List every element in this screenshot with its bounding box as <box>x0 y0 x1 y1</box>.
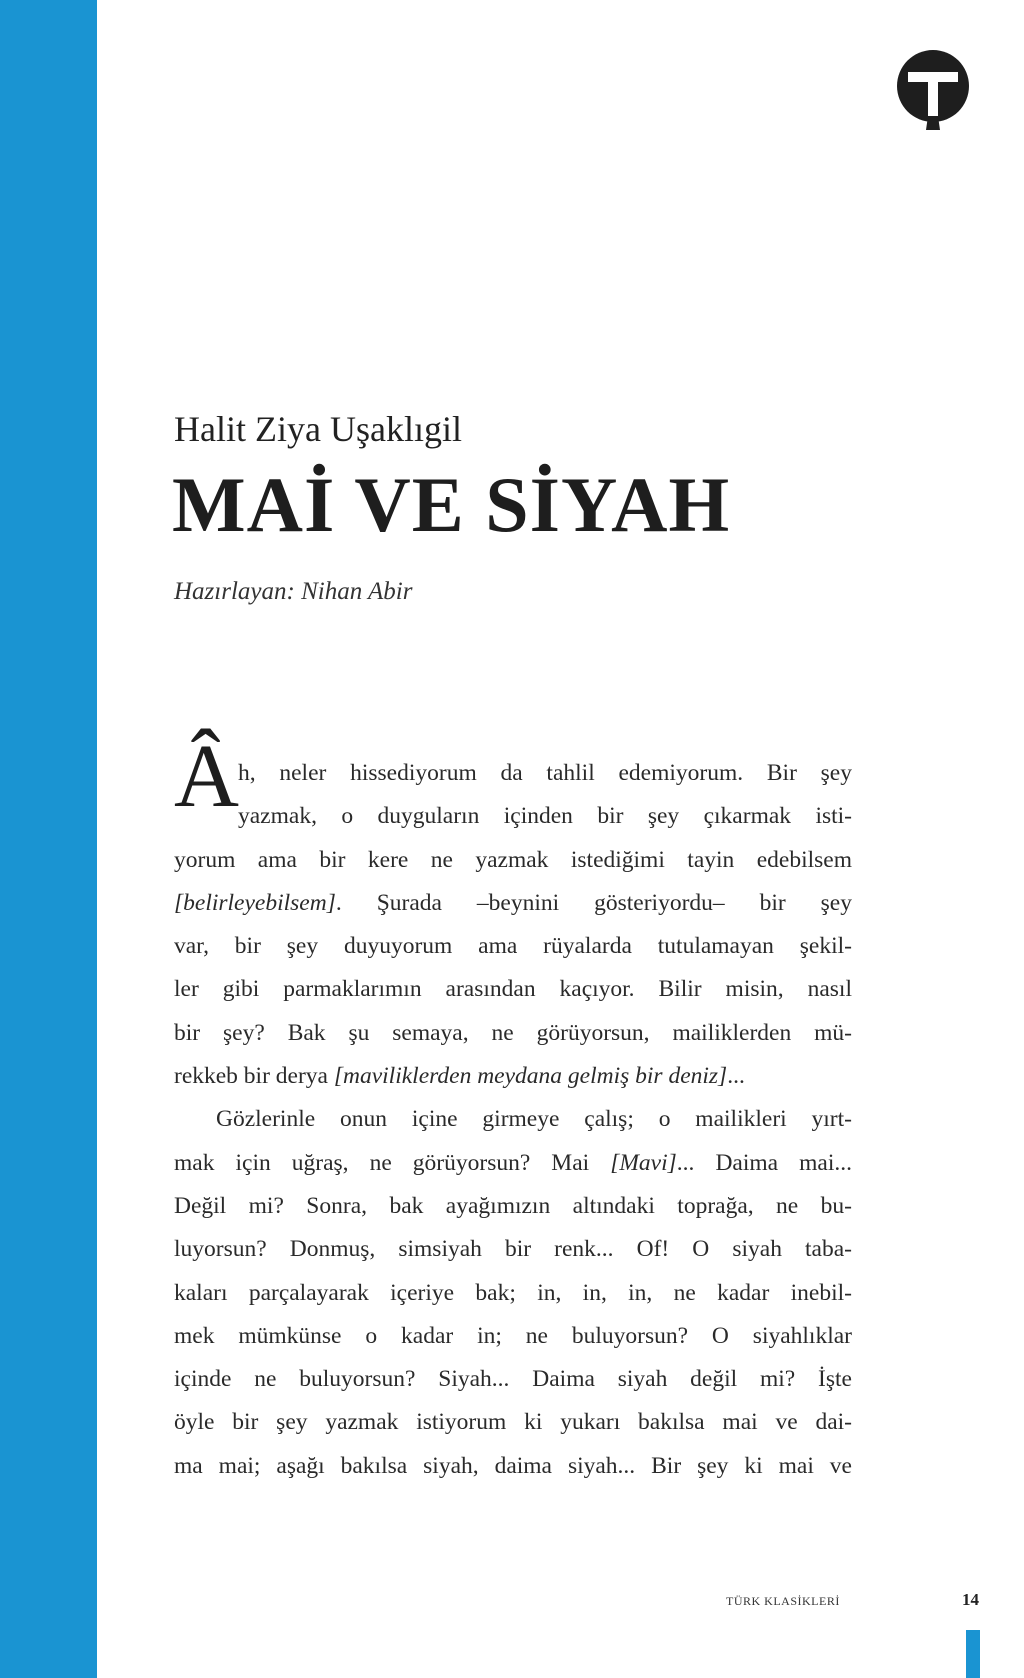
page-number: 14 <box>962 1590 979 1609</box>
body-text <box>174 727 852 1488</box>
drop-cap: Â <box>174 727 239 826</box>
text-line: yorum ama bir kere ne yazmak istediğimi tayin edebilsem <box>174 846 852 873</box>
text-line: kaları parçalayarak içeriye bak; in, in, in, ne kadar inebil- <box>174 1279 852 1306</box>
text-line: Gözlerinle onun içine girmeye çalış; o mailikleri yırt- <box>216 1106 852 1133</box>
text-line: içinde ne buluyorsun? Siyah... Daima siyah değil mi? İşte <box>174 1366 852 1393</box>
book-title: MAİ VE SİYAH <box>172 461 731 548</box>
text-line: mek mümkünse o kadar in; ne buluyorsun? O siyahlıklar <box>174 1322 852 1349</box>
text-line: ma mai; aşağı bakılsa siyah, daima siyah... Bir şey ki mai ve <box>174 1452 852 1479</box>
publisher-t-logo-icon <box>890 46 976 132</box>
left-color-band <box>0 0 97 1678</box>
text-line: var, bir şey duyuyorum ama rüyalarda tutulamayan şekil- <box>174 933 852 960</box>
text-line: rekkeb bir derya [maviliklerden meydana gelmiş bir deniz]... <box>174 1063 745 1090</box>
page-edge-tab <box>966 1630 980 1678</box>
text-line: yazmak, o duyguların içinden bir şey çıkarmak isti- <box>238 803 852 830</box>
author-name: Halit Ziya Uşaklıgil <box>174 409 462 449</box>
text-line: bir şey? Bak şu semaya, ne görüyorsun, mailiklerden mü- <box>174 1019 852 1046</box>
series-label: TÜRK KLASİKLERİ <box>726 1594 840 1608</box>
text-line: mak için uğraş, ne görüyorsun? Mai [Mavi]... Daima mai... <box>174 1149 852 1176</box>
text-line: luyorsun? Donmuş, simsiyah bir renk... Of! O siyah taba- <box>174 1236 852 1263</box>
editor-credit: Hazırlayan: Nihan Abir <box>174 578 413 605</box>
text-line: [belirleyebilsem]. Şurada –beynini gösteriyordu– bir şey <box>174 889 852 916</box>
text-line: Değil mi? Sonra, bak ayağımızın altındaki toprağa, ne bu- <box>174 1192 852 1219</box>
text-line: ler gibi parmaklarımın arasından kaçıyor. Bilir misin, nasıl <box>174 976 852 1003</box>
text-line: h, neler hissediyorum da tahlil edemiyorum. Bir şey <box>238 760 852 786</box>
text-line: öyle bir şey yazmak istiyorum ki yukarı bakılsa mai ve dai- <box>174 1409 852 1436</box>
